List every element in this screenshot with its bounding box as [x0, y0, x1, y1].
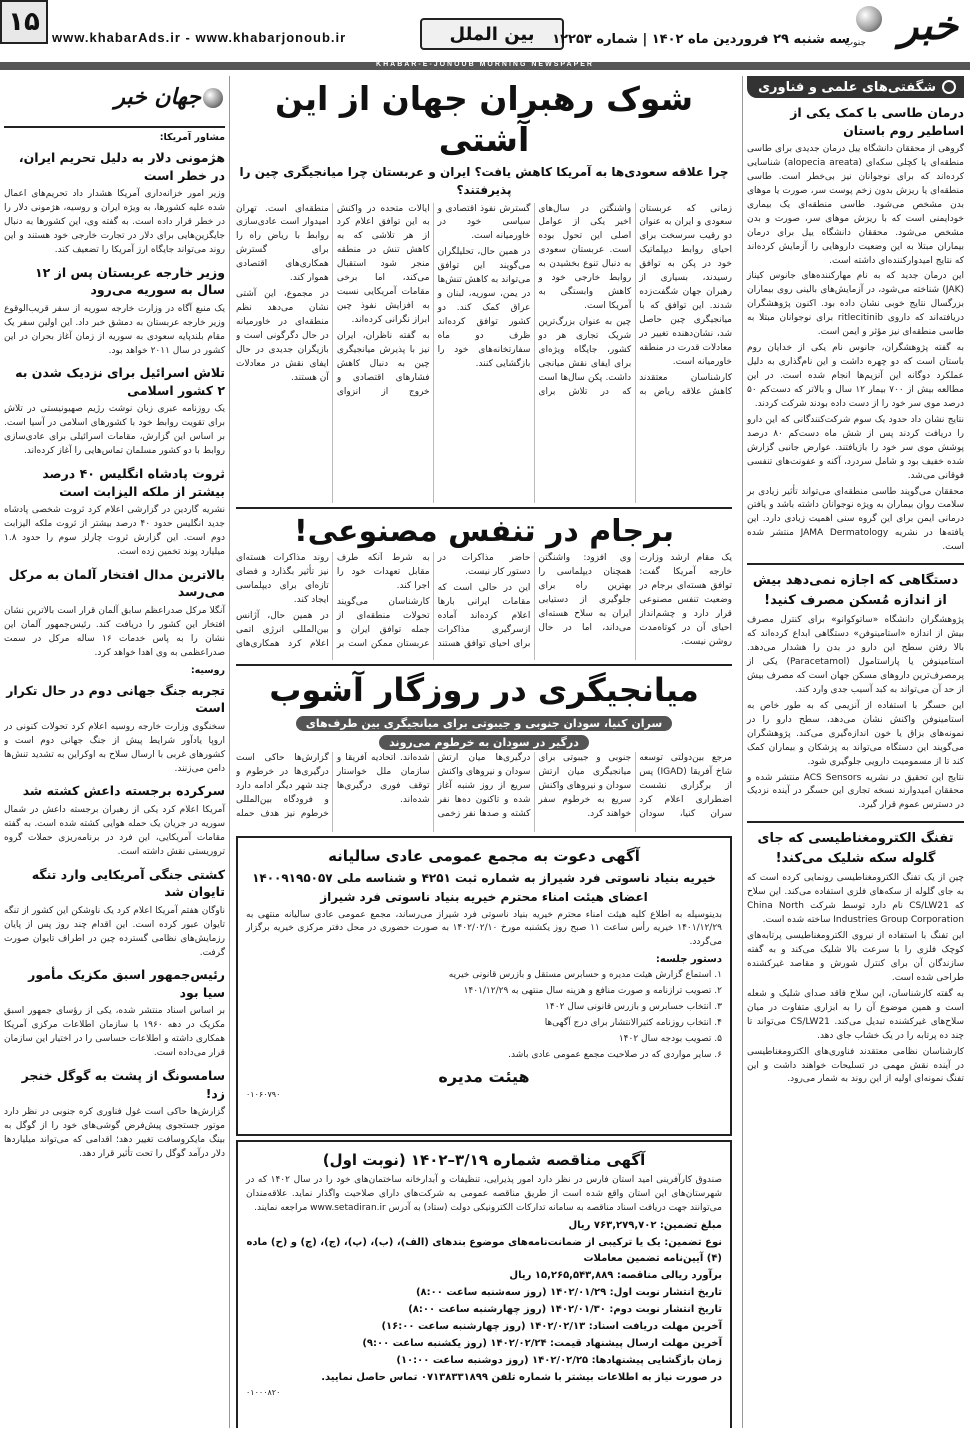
tender-line: در صورت نیاز به اطلاعات بیشتر با شماره تلفن ۰۷۱۳۸۳۳۱۸۹۹ تماس حاصل نمایید.: [321, 1371, 722, 1383]
page-number: ۱۵: [0, 0, 48, 44]
story-paragraph: زمانی که عربستان سعودی و ایران به عنوان دو رقیب سرسخت برای احیای روابط دیپلماتیک خود در پکن به توافق رسیدند، بسیاری از رهبران جهان شگفت‌زده شدند. این توافق که با میانجیگری چین حاصل شد، نشان‌دهنده تغییر در معادلات قدرت در منطقه خاورمیانه است.: [639, 203, 732, 367]
story-body: [236, 552, 732, 660]
article-paragraph: نتایج نشان داد حدود یک سوم شرکت‌کنندگانی که این دارو را دریافت کردند پس از شش ماه دست‌کم ۸۰ درصد پوشش موی سر خود را بازیافتند. عوارض جانبی گزارش شده خفیف بود و شامل سردرد، آکنه و عفونت‌های تنفسی فوقانی می‌شد.: [747, 414, 964, 481]
story-paragraph: یک مقام ارشد وزارت خارجه آمریکا گفت: توافق هسته‌ای برجام در وضعیت تنفس مصنوعی قرار دارد و چشم‌انداز احیای آن در کوتاه‌مدت روشن نیست.: [639, 553, 732, 647]
globe-icon: [856, 6, 882, 32]
ad-title: آگهی مناقصه شماره ۳/۱۹–۱۴۰۲ (نوبت اول): [322, 1151, 646, 1169]
agenda-item: ۵. تصویب بودجه سال ۱۴۰۲: [618, 1034, 722, 1045]
news-title: هژمونی دلار به دلیل تحریم ایران، در خطر است: [18, 150, 225, 183]
story-paragraph: به گفته ناظران، ایران نیز با پذیرش میانجیگری چین به دنبال کاهش فشارهای اقتصادی و خروج از انزوای منطقه‌ای است. تهران امیدوار است عادی‌سازی روابط با ریاض راه را برای گسترش همکاری‌های اقتصادی هموار کند.: [236, 203, 430, 397]
story-paragraph: گزارش‌ها حاکی است درگیری‌ها در خرطوم و چند شهر دیگر ادامه دارد و فرودگاه بین‌المللی خرطوم نیز هدف حمله: [236, 753, 329, 819]
dateline: سه شنبه ۲۹ فروردین ماه ۱۴۰۲ | شماره ۱۲۲۵۳: [552, 32, 850, 47]
news-kicker: مشاور آمریکا:: [159, 132, 225, 143]
tender-line: تاریخ انتشار نوبت اول: ۱۴۰۲/۰۱/۲۹ (روز سه‌شنبه ساعت ۸:۰۰): [415, 1286, 722, 1298]
news-text: وزیر امور خزانه‌داری آمریکا هشدار داد تحریم‌های اعمال شده علیه کشورها، به ویژه ایران و روسیه، هژمونی دلار را در خطر قرار داده است. به گفته وی، این کشورها به دنبال جایگزین‌هایی برای دلار در تجارت خارجی خود هستند و این روند می‌تواند جایگاه ارز آمریکا را تضعیف کند.: [4, 189, 225, 255]
news-title: رئیس‌جمهور اسبق مکزیک مأمور سیا بود: [28, 967, 225, 1000]
main-deck: چرا علاقه سعودی‌ها به آمریکا کاهش یافت؟ ایران و عربستان چرا میانجیگری چین را پذیرفتند؟: [239, 164, 729, 197]
ad-title: آگهی دعوت به مجمع عمومی عادی سالیانه: [328, 847, 640, 865]
article-title: تفنگ الکترومغناطیسی که جای گلوله سکه شلیک می‌کند!: [747, 821, 964, 868]
english-subtitle: KHABAR-E-JONOUB MORNING NEWSPAPER: [376, 61, 594, 68]
story-paragraph: درگیری‌ها میان ارتش سودان و نیروهای واکنش سریع از روز شنبه آغاز شده و تاکنون ده‌ها نفر کشته و صدها نفر زخمی شده‌اند. اتحادیه آفریقا و سازمان ملل خواستار توقف فوری درگیری‌ها شده‌اند.: [336, 753, 531, 819]
story-body: [236, 203, 732, 503]
story-paragraph: این در حالی است که مقامات ایرانی بارها اعلام کرده‌اند آماده ازسرگیری مذاکرات برای احیای توافق هستند به شرط آنکه طرف مقابل تعهدات خود را اجرا کند.: [336, 553, 531, 649]
story-headline: برجام در تنفس مصنوعی!: [293, 513, 675, 549]
tender-line: زمان بازگشایی پیشنهادها: ۱۴۰۲/۰۲/۲۵ (روز دوشنبه ساعت ۱۰:۰۰): [396, 1354, 722, 1366]
news-text: یک منبع آگاه در وزارت خارجه سوریه از سفر قریب‌الوقوع وزیر خارجه عربستان به دمشق خبر داد. این اولین سفر یک مقام بلندپایه سعودی به سوریه از زمان آغاز بحران در این کشور در سال ۲۰۱۱ خواهد بود.: [4, 303, 225, 356]
article-paragraph: به گفته کارشناسان، این سلاح فاقد صدای شلیک و شعله است و همین موضوع آن را به ابزاری متفاوت در میان سلاح‌های غیرکشنده تبدیل می‌کند. CS/LW21 می‌تواند تا چند ده پرتابه را در یک خشاب جای دهد.: [747, 988, 964, 1041]
story-paragraph: در همین حال، آژانس بین‌المللی انرژی اتمی اعلام کرد همکاری‌های: [236, 610, 329, 649]
news-text: سخنگوی وزارت خارجه روسیه اعلام کرد تحولات کنونی در اروپا یادآور شرایط پیش از جنگ جهانی دوم است و کشورهای غربی با ارسال سلاح به اوکراین به تشدید تنش‌ها دامن می‌زنند.: [4, 721, 225, 774]
story-body: [236, 752, 732, 832]
story-paragraph: مرجع بین‌دولتی توسعه شاخ آفریقا (IGAD) پس از برگزاری نشست اضطراری اعلام کرد سران کنیا، سودان جنوبی و جیبوتی برای میانجیگری میان ارتش سودان و نیروهای واکنش سریع به خرطوم سفر خواهند کرد.: [538, 753, 732, 819]
article-paragraph: پژوهشگران دانشگاه «ساتوکوانو» برای کنترل مصرف بیش از اندازه «استامینوفن» دستگاهی ابداع کرده‌اند که بالا رفتن سطح این دارو در بدن را هشدار می‌دهد. استامینوفن یا پاراستامول (Paracetamol) یکی از پرمصرف‌ترین داروهای مسکن جهان است که مصرف بیش از حد آن می‌تواند به کبد آسیب جدی وارد کند.: [747, 615, 964, 695]
story-paragraph: کارشناسان می‌گویند تحولات منطقه‌ای از جمله توافق ایران و عربستان ممکن است بر روند مذاکرات هسته‌ای نیز تأثیر بگذارد و فضای تازه‌ای برای دیپلماسی ایجاد کند.: [236, 553, 430, 649]
article-paragraph: این درمان جدید که به نام مهارکننده‌های جانوس کیناز (JAK) شناخته می‌شود، در آزمایش‌های بالینی روی بیماران بزرگسال نتایج خوبی نشان داده بود. اکنون پژوهشگران دریافته‌اند که داروی ritlecitinib برای نوجوانان مبتلا به طاسی منطقه‌ای نیز مؤثر و ایمن است.: [747, 271, 964, 338]
news-title: سامسونگ از پشت به گوگل خنجر زد!: [21, 1068, 225, 1101]
section-title: بین الملل: [420, 18, 564, 50]
story-tags: [236, 712, 732, 750]
newspaper-logo: [844, 2, 966, 52]
news-title: سرکرده برجسته داعش کشته شد: [22, 783, 225, 799]
article-title: درمان طاسی با کمک یکی از اساطیر روم باستان: [790, 105, 964, 138]
ad-body: صندوق کارآفرینی امید استان فارس در نظر دارد امور پذیرایی، تنظیفات و آبدارخانه ساختمان‌های خود را در سال ۱۴۰۲ که در شهرستان‌های این استان واقع شده است از طریق مناقصه عمومی به شرکت‌های دارای صلاحیت واگذار نماید. علاقه‌مندان می‌توانند جهت دریافت اسناد مناقصه به سامانه تدارکات الکترونیکی دولت (ستاد) به آدرس www.setadiran.ir مراجعه نمایند.: [246, 1174, 723, 1213]
news-title: تلاش اسرائیل برای نزدیک شدن به ۲ کشور اسلامی: [15, 365, 225, 398]
tender-line: برآورد ریالی مناقصه: ۱۵,۲۶۵,۵۴۳,۸۸۹ ریال: [509, 1269, 722, 1281]
logo-subtitle: جنوب: [844, 38, 866, 48]
science-strip: [747, 76, 964, 98]
news-text: آنگلا مرکل صدراعظم سابق آلمان قرار است بالاترین نشان افتخار این کشور را دریافت کند. رئیس‌جمهور آلمان این نشان را به پاس خدمات ۱۶ ساله مرکل در سمت صدراعظمی به وی اهدا خواهد کرد.: [4, 605, 225, 658]
news-title: وزیر خارجه عربستان پس از ۱۲ سال به سوریه می‌رود: [35, 264, 225, 298]
ad-code: ۰۱۰۶۰۷۹۰: [246, 1089, 281, 1099]
tender-line: تاریخ انتشار نوبت دوم: ۱۴۰۲/۰۱/۳۰ (روز چهارشنبه ساعت ۸:۰۰): [408, 1303, 722, 1315]
tender-line: آخرین مهلت ارسال پیشنهاد قیمت: ۱۴۰۲/۰۲/۲۴ (روز یکشنبه ساعت ۹:۰۰): [362, 1337, 722, 1349]
article-paragraph: محققان می‌گویند طاسی منطقه‌ای می‌تواند تأثیر زیادی بر سلامت روان بیماران به ویژه نوجوانان داشته باشد و یافتن درمانی ایمن برای این گروه سنی اهمیت زیادی دارد. این یافته‌ها در نشریه JAMA Dermatology منتشر شده است.: [747, 486, 964, 553]
story-headline: میانجیگری در روزگار آشوب: [269, 671, 699, 709]
article-paragraph: گروهی از محققان دانشگاه ییل درمان جدیدی برای طاسی منطقه‌ای یا کچلی سکه‌ای (alopecia areata) شناسایی کرده‌اند که برای نوجوانان نیز بی‌خطر است. طاسی منطقه‌ای یا ریزش بدون زخم پوست سر، صورت یا موهای بدن مشخص می‌شود. طاسی منطقه‌ای یک بیماری خودایمنی است که با ریزش موهای سر، صورت و بدن مشخص می‌شود. محققان دانشگاه ییل برای درمان بیماران مبتلا به این وضعیت داروهایی را آزمایش کرده‌اند که نتایج امیدوارکننده‌ای داشته است.: [747, 144, 964, 266]
news-title: تجربه جنگ جهانی دوم در حال تکرار است: [6, 682, 225, 716]
story-paragraph: در مجموع، این آشتی نشان می‌دهد نظم منطقه‌ای در خاورمیانه در حال دگرگونی است و بازیگران جدیدی در حال ایفای نقش در معادلات آن هستند.: [236, 289, 329, 383]
article-paragraph: نتایج این تحقیق در نشریه ACS Sensors منتشر شده و محققان امیدوارند نسخه تجاری این حسگر در آینده نزدیک در دسترس عموم قرار گیرد.: [747, 772, 964, 811]
atom-icon: [942, 80, 956, 94]
tender-line: نوع تضمین: یک یا ترکیبی از ضمانت‌نامه‌های موضوع بندهای (الف)، (ب)، (پ)، (ج)، (چ) و (ح) ماده (۴) آیین‌نامه تضمین معاملات: [246, 1236, 722, 1264]
story-paragraph: کارشناسان معتقدند کاهش علاقه ریاض به واشنگتن در سال‌های اخیر یکی از عوامل اصلی این تحول بوده است. عربستان سعودی به دنبال تنوع بخشیدن به روابط خارجی خود و کاهش وابستگی به آمریکا است.: [538, 203, 732, 397]
agenda-item: ۶. سایر مواردی که در صلاحیت مجمع عمومی عادی باشد.: [508, 1050, 722, 1061]
news-kicker: روسیه:: [190, 664, 225, 676]
tender-line: مبلغ تضمین: ۷۶۳,۲۷۹,۷۰۲ ریال: [568, 1219, 722, 1231]
news-text: ناوگان هفتم آمریکا اعلام کرد یک ناوشکن این کشور از تنگه تایوان عبور کرده است. این اقدام چند روز پس از پایان رزمایش‌های نظامی گسترده چین در اطراف تایوان صورت گرفت.: [4, 905, 225, 958]
article-paragraph: این تفنگ با استفاده از نیروی الکترومغناطیسی پرتابه‌های کوچک فلزی را با سرعت بالا شلیک می‌کند و به گفته سازندگان آن برای کنترل شورش و مقاصد غیرکشنده طراحی شده است.: [747, 931, 964, 983]
assembly-notice-ad: [236, 836, 732, 1136]
world-news-header: [4, 76, 225, 128]
ad-signature: هیئت مدیره: [438, 1066, 530, 1086]
tender-line: آخرین مهلت دریافت اسناد: ۱۴۰۲/۰۲/۱۳ (روز چهارشنبه ساعت ۱۶:۰۰): [381, 1320, 722, 1332]
main-headline: شوک رهبران جهان از این آشتی: [274, 79, 694, 160]
logo-word: خبر: [899, 2, 958, 49]
article-title: دستگاهی که اجازه نمی‌دهد بیش از اندازه مُسکن مصرف کنید!: [747, 563, 964, 610]
news-text: بر اساس اسناد منتشر شده، یکی از رؤسای جمهور اسبق مکزیک در دهه ۱۹۶۰ با سازمان اطلاعات مرکزی آمریکا همکاری داشته و اطلاعات حساسی را در اختیار این سازمان قرار می‌داده است.: [4, 1006, 225, 1059]
agenda-title: دستور جلسه:: [655, 954, 722, 966]
news-title: ثروت پادشاه انگلیس ۴۰ درصد بیشتر از ملکه الیزابت است: [42, 466, 225, 499]
article-paragraph: چین از یک تفنگ الکترومغناطیسی رونمایی کرده است که به جای گلوله از سکه‌های فلزی استفاده می‌کند. این سلاح که CS/LW21 نام دارد توسط شرکت China North Industries Group Corporation ساخته شده است.: [747, 873, 964, 926]
story-paragraph: در همین حال، تحلیلگران می‌گویند این توافق می‌تواند به کاهش تنش‌ها در یمن، سوریه، لبنان و عراق کمک کند. دو کشور توافق کرده‌اند ظرف دو ماه سفارتخانه‌های خود را بازگشایی کنند.: [437, 247, 531, 369]
story-paragraph: وی افزود: واشنگتن همچنان دیپلماسی را بهترین راه برای جلوگیری از دستیابی ایران به سلاح هسته‌ای می‌داند، اما در حال حاضر مذاکرات در دستور کار نیست.: [437, 553, 632, 633]
article-paragraph: کارشناسان نظامی معتقدند فناوری‌های الکترومغناطیسی در آینده نقش مهمی در تسلیحات خواهند داشت و این تفنگ نمونه‌ای اولیه از این روند به شمار می‌رود.: [747, 1046, 964, 1085]
ad-body: بدینوسیله به اطلاع کلیه هیئت امناء محترم خیریه بنیاد ناسوتی فرد شیراز می‌رساند، مجمع عمومی عادی سالیانه منتهی به ۱۴۰۱/۱۲/۲۹ خیریه رأس ساعت ۱۱ صبح روز یکشنبه مورخ ۱۴۰۲/۰۲/۱۰ به صورت حضوری در محل دفتر مرکزی خیریه برگزار می‌گردد.: [246, 909, 722, 948]
story-paragraph: ایالات متحده در واکنش به این توافق اعلام کرد از هر تلاشی که به کاهش تنش در منطقه منجر شود استقبال می‌کند، اما برخی مقامات آمریکایی نسبت به افزایش نفوذ چین ابراز نگرانی کرده‌اند.: [336, 203, 430, 325]
news-title: کشتی جنگی آمریکایی وارد تنگه تایوان شد: [31, 866, 225, 900]
agenda-item: ۲. تصویب ترازنامه و صورت منافع و هزینه سال منتهی به ۱۴۰۱/۱۲/۲۹: [463, 986, 722, 997]
tender-notice-ad: [236, 1140, 732, 1428]
story-tag: درگیر در سودان به خرطوم می‌روند: [379, 735, 589, 750]
agenda-item: ۳. انتخاب حسابرس و بازرس قانونی سال ۱۴۰۲: [545, 1002, 722, 1013]
masthead: [0, 0, 970, 64]
divider: [236, 664, 732, 666]
world-news-title: جهان خبر: [114, 84, 201, 110]
ad-code: ۰۱۰۰۰۸۲۰: [246, 1387, 281, 1397]
article-paragraph: این حسگر با استفاده از آنزیمی که به طور خاص به استامینوفن واکنش نشان می‌دهد، سطح دارو را در نمونه‌های بزاق یا خون اندازه‌گیری می‌کند. پژوهشگران می‌گویند این دستگاه می‌تواند به پزشکان و بیماران کمک کند تا از مسمومیت دارویی جلوگیری شود.: [747, 700, 964, 767]
ad-subtitle: اعضای هیئت امناء محترم خیریه بنیاد ناسوتی فرد شیراز: [320, 890, 648, 905]
globe-icon: [203, 88, 223, 108]
story-tag: سران کنیا، سودان جنوبی و جیبوتی برای میانجیگری بین طرف‌های: [296, 716, 672, 731]
site-urls[interactable]: www.khabarAds.ir - www.khabarjonoub.ir: [52, 30, 347, 45]
science-strip-label: شگفتی‌های علمی و فناوری: [758, 79, 936, 95]
news-text: نشریه گاردین در گزارشی اعلام کرد ثروت شخصی پادشاه جدید انگلیس حدود ۴۰ درصد بیشتر از ثروت ملکه الیزابت دوم است. این گزارش ثروت چارلز سوم را حدود ۱.۸ میلیارد پوند تخمین زده است.: [4, 505, 225, 557]
divider: [236, 507, 732, 509]
news-text: یک روزنامه عبری زبان نوشت رژیم صهیونیستی در تلاش برای تقویت روابط خود با کشورهای اسلامی در آسیا است. بر اساس این گزارش، مقامات اسرائیلی برای عادی‌سازی روابط با دو کشور مسلمان تماس‌هایی را آغاز کرده‌اند.: [4, 404, 225, 457]
science-column: [742, 76, 964, 1428]
article-paragraph: به گفته پژوهشگران، جانوس نام یکی از خدایان روم باستان است که دو چهره داشت و این نام‌گذاری به دلیل عملکرد دوگانه این آنزیم‌ها انجام شده است. در این مطالعه بیش از ۷۰۰ بیمار ۱۲ سال و بالاتر که دست‌کم ۵۰ درصد موی سر خود را از دست داده بودند شرکت کردند.: [747, 343, 964, 409]
world-news-column: [4, 76, 230, 1428]
center-section: [236, 76, 732, 1428]
ad-subtitle: خیریه بنیاد ناسوتی فرد شیراز به شماره ثبت ۴۲۵۱ و شناسه ملی ۱۴۰۰۹۱۹۵۰۵۷: [252, 870, 716, 885]
news-text: گزارش‌ها حاکی است غول فناوری کره جنوبی در نظر دارد موتور جستجوی پیش‌فرض گوشی‌های خود را از گوگل به بینگ مایکروسافت تغییر دهد؛ اقدامی که می‌تواند میلیاردها دلار درآمد گوگل را تحت تأثیر قرار دهد.: [4, 1107, 225, 1159]
story-paragraph: چین به عنوان بزرگ‌ترین شریک تجاری هر دو کشور، جایگاه ویژه‌ای برای ایفای نقش میانجی داشت. پکن سال‌ها است که در تلاش برای گسترش نفوذ اقتصادی و سیاسی خود در خاورمیانه است.: [437, 203, 632, 397]
news-title: بالاترین مدال افتخار آلمان به مرکل می‌رسد: [8, 566, 225, 600]
agenda-item: ۴. انتخاب روزنامه کثیرالانتشار برای درج آگهی‌ها: [544, 1018, 722, 1029]
news-text: آمریکا اعلام کرد یکی از رهبران برجسته داعش در شمال سوریه در جریان یک حمله هوایی کشته شده است. به گفته مقامات آمریکایی، این فرد در برنامه‌ریزی حملات گروه تروریستی نقش داشته است.: [4, 804, 225, 857]
agenda-item: ۱. استماع گزارش هیئت مدیره و حسابرس مستقل و بازرس قانونی خیریه: [448, 970, 722, 981]
